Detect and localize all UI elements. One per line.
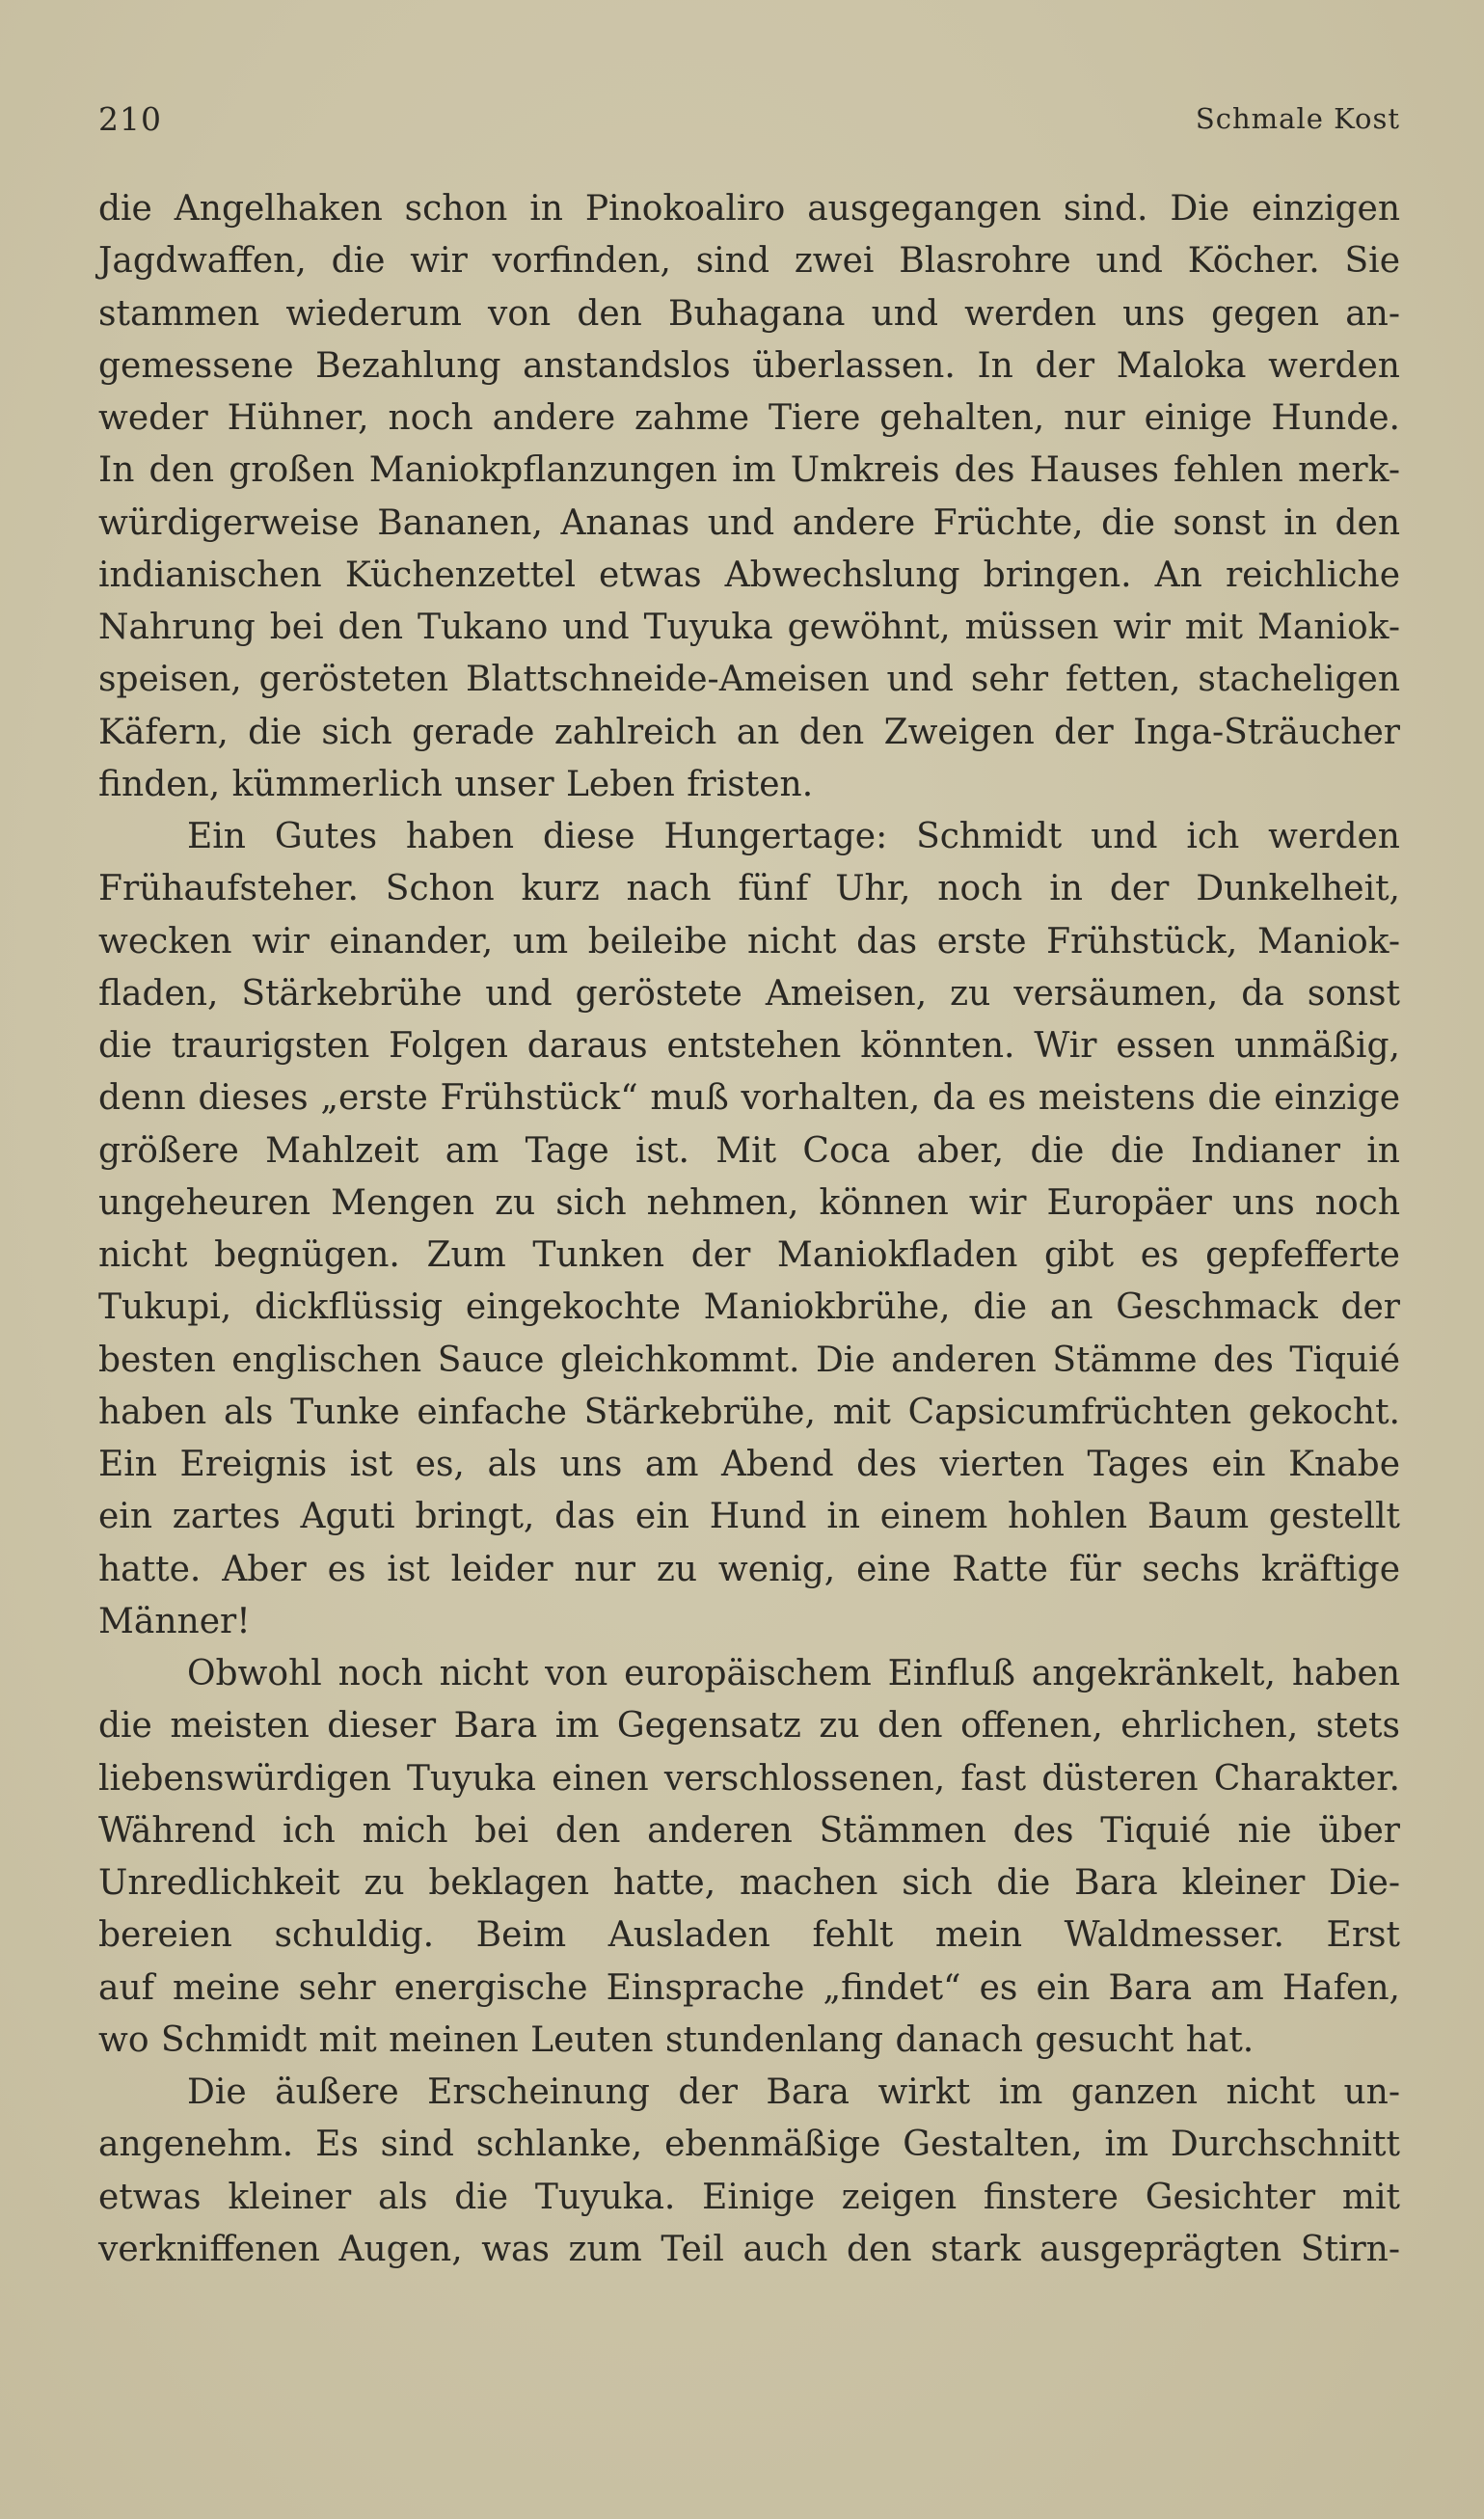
text-line: In den großen Maniokpflanzungen im Umkreis des Hauses fehlen merk- — [98, 450, 1400, 491]
text-line: hatte. Aber es ist leider nur zu wenig, eine Ratte für sechs kräftige — [98, 1549, 1400, 1589]
text-line: wo Schmidt mit meinen Leuten stundenlang danach gesucht hat. — [98, 2019, 1255, 2060]
text-line: ungeheuren Mengen zu sich nehmen, können wir Europäer uns noch — [98, 1182, 1400, 1223]
text-line: Tukupi, dickflüssig eingekochte Maniokbrühe, die an Geschmack der — [98, 1287, 1400, 1328]
text-line: wecken wir einander, um beileibe nicht das erste Frühstück, Maniok- — [98, 921, 1400, 962]
text-line: weder Hühner, noch andere zahme Tiere gehalten, nur einige Hunde. — [98, 398, 1400, 438]
text-line: Käfern, die sich gerade zahlreich an den Zweigen der Inga-Sträucher — [98, 712, 1400, 752]
text-line: die meisten dieser Bara im Gegensatz zu den offenen, ehrlichen, stets — [98, 1706, 1400, 1747]
text-line: indianischen Küchenzettel etwas Abwechslung bringen. An reichliche — [98, 555, 1400, 595]
text-line: Unredlichkeit zu beklagen hatte, machen sich die Bara kleiner Die- — [98, 1863, 1400, 1903]
text-line: besten englischen Sauce gleichkommt. Die anderen Stämme des Tiquié — [98, 1340, 1400, 1380]
text-line: Ein Gutes haben diese Hungertage: Schmidt und ich werden — [187, 817, 1400, 856]
text-line: Männer! — [98, 1601, 251, 1641]
text-line: Frühaufsteher. Schon kurz nach fünf Uhr, noch in der Dunkelheit, — [98, 869, 1400, 909]
text-line: Jagdwaffen, die wir vorfinden, sind zwei Blasrohre und Köcher. Sie — [98, 241, 1400, 282]
text-line: würdigerweise Bananen, Ananas und andere Früchte, die sonst in den — [98, 502, 1400, 543]
text-line: angenehm. Es sind schlanke, ebenmäßige Gestalten, im Durchschnitt — [98, 2125, 1400, 2165]
text-line: die traurigsten Folgen daraus entstehen könnten. Wir essen unmäßig, — [98, 1026, 1400, 1066]
text-line: größere Mahlzeit am Tage ist. Mit Coca aber, die die Indianer in — [98, 1130, 1400, 1171]
text-line: bereien schuldig. Beim Ausladen fehlt mein Waldmesser. Erst — [98, 1915, 1400, 1956]
text-line: ein zartes Aguti bringt, das ein Hund in einem hohlen Baum gestellt — [98, 1497, 1400, 1537]
text-line: auf meine sehr energische Einsprache „findet“ es ein Bara am Hafen, — [98, 1967, 1400, 2008]
text-line: Die äußere Erscheinung der Bara wirkt im ganzen nicht un- — [187, 2072, 1400, 2112]
text-line: finden, kümmerlich unser Leben fristen. — [98, 764, 814, 804]
text-line: verkniffenen Augen, was zum Teil auch den stark ausgeprägten Stirn- — [98, 2229, 1400, 2269]
text-line: fladen, Stärkebrühe und geröstete Ameisen, zu versäumen, da sonst — [98, 973, 1400, 1014]
page-number: 210 — [98, 100, 162, 138]
body-text — [98, 183, 1400, 2276]
text-line: haben als Tunke einfache Stärkebrühe, mit Capsicumfrüchten gekocht. — [98, 1392, 1400, 1432]
text-line: Obwohl noch nicht von europäischem Einfluß angekränkelt, haben — [187, 1654, 1400, 1693]
text-line: Ein Ereignis ist es, als uns am Abend des vierten Tages ein Knabe — [98, 1445, 1400, 1484]
text-line: Während ich mich bei den anderen Stämmen des Tiquié nie über — [98, 1810, 1400, 1851]
text-line: speisen, gerösteten Blattschneide-Ameisen und sehr fetten, stacheligen — [98, 660, 1400, 700]
page-header — [98, 100, 1400, 139]
text-line: gemessene Bezahlung anstandslos überlassen. In der Maloka werden — [98, 345, 1400, 386]
text-line: die Angelhaken schon in Pinokoaliro ausgegangen sind. Die einzigen — [98, 189, 1400, 229]
text-line: liebenswürdigen Tuyuka einen verschlossenen, fast düsteren Charakter. — [98, 1758, 1400, 1799]
text-line: Nahrung bei den Tukano und Tuyuka gewöhnt, müssen wir mit Maniok- — [98, 608, 1400, 647]
text-line: stammen wiederum von den Buhagana und werden uns gegen an- — [98, 293, 1400, 334]
text-line: denn dieses „erste Frühstück“ muß vorhalten, da es meistens die einzige — [98, 1078, 1400, 1119]
running-title: Schmale Kost — [1195, 102, 1400, 135]
text-line: nicht begnügen. Zum Tunken der Maniokfladen gibt es gepfefferte — [98, 1235, 1400, 1275]
text-line: etwas kleiner als die Tuyuka. Einige zeigen finstere Gesichter mit — [98, 2177, 1400, 2217]
